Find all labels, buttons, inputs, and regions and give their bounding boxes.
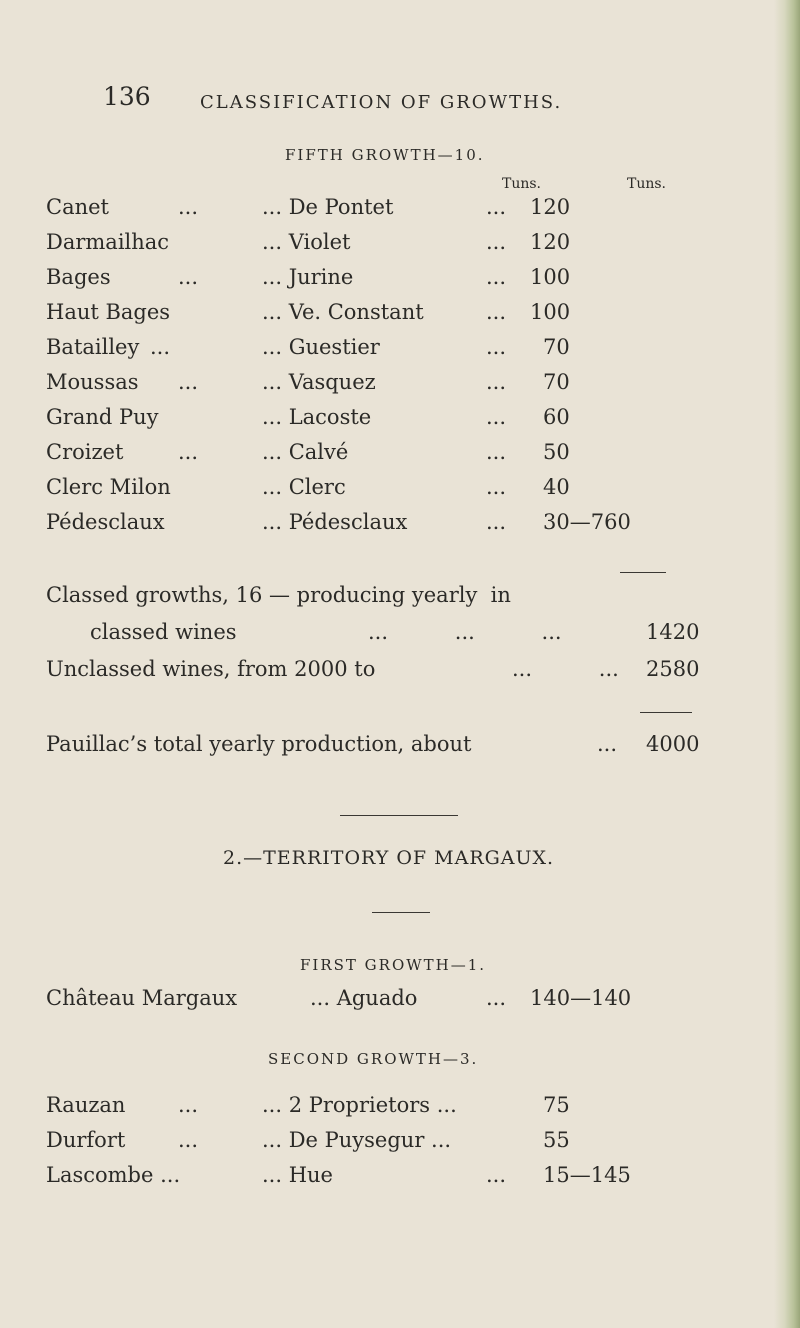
pauillac-total-label: Pauillac’s total yearly production, about [46, 732, 472, 756]
proprietor: ... Calvé [262, 440, 349, 464]
sum-rule [620, 572, 666, 573]
growth-name: Grand Puy [46, 405, 159, 429]
tuns-value: 30—760 [543, 510, 631, 534]
proprietor: ... Vasquez [262, 370, 376, 394]
proprietor: ... Lacoste [262, 405, 372, 429]
leader-dots: ... ... [512, 657, 619, 681]
classed-growths-line: Classed growths, 16 — producing yearly in [46, 583, 511, 607]
leader-dots: ... [486, 1163, 507, 1187]
leader-dots: ... ... ... [368, 620, 562, 644]
tuns-value: 60 [543, 405, 570, 429]
total-rule [640, 712, 692, 713]
section-rule [340, 815, 458, 816]
tuns-value: 70 [543, 335, 570, 359]
leader-dots: ... [486, 230, 507, 254]
unclassed-wines-label: Unclassed wines, from 2000 to [46, 657, 376, 681]
leader-dots: ... [486, 986, 507, 1010]
proprietor: ... Hue [262, 1163, 333, 1187]
growth-name: Darmailhac [46, 230, 170, 254]
tuns-column-label: Tuns. [502, 176, 542, 192]
first-growth-heading: FIRST GROWTH—1. [300, 956, 487, 974]
proprietor: ... Clerc [262, 475, 346, 499]
tuns-value: 75 [543, 1093, 570, 1117]
leader-dots: ... [178, 265, 199, 289]
growth-name: Château Margaux [46, 986, 238, 1010]
tuns-value: 120 [530, 195, 571, 219]
tuns-value: 70 [543, 370, 570, 394]
growth-name: Croizet [46, 440, 124, 464]
proprietor: ... De Puysegur ... [262, 1128, 452, 1152]
page-edge [774, 0, 800, 1328]
tuns-value: 50 [543, 440, 570, 464]
tuns-value: 120 [530, 230, 571, 254]
growth-name: Rauzan [46, 1093, 126, 1117]
leader-dots: ... [486, 510, 507, 534]
tuns-value: 40 [543, 475, 570, 499]
proprietor: ... Guestier [262, 335, 380, 359]
tuns-value: 55 [543, 1128, 570, 1152]
proprietor: ... Pédesclaux [262, 510, 408, 534]
proprietor: ... De Pontet [262, 195, 394, 219]
growth-name: Haut Bages [46, 300, 171, 324]
pauillac-total-value: 4000 [646, 732, 700, 756]
proprietor: ... Aguado [310, 986, 418, 1010]
margaux-section-heading: 2.—TERRITORY OF MARGAUX. [223, 847, 555, 869]
growth-name: Moussas [46, 370, 139, 394]
leader-dots: ... [178, 195, 199, 219]
leader-dots: ... [486, 475, 507, 499]
tuns-value: 15—145 [543, 1163, 631, 1187]
proprietor: ... Violet [262, 230, 351, 254]
proprietor: ... Jurine [262, 265, 354, 289]
growth-name: Batailley [46, 335, 140, 359]
leader-dots: ... [486, 440, 507, 464]
leader-dots: ... [597, 732, 618, 756]
tuns-value: 140—140 [530, 986, 632, 1010]
classed-wines-value: 1420 [646, 620, 700, 644]
tuns-value: 100 [530, 265, 571, 289]
leader-dots: ... [178, 370, 199, 394]
leader-dots: ... [486, 300, 507, 324]
leader-dots: ... [150, 335, 171, 359]
section-rule [372, 912, 430, 913]
leader-dots: ... [178, 1093, 199, 1117]
leader-dots: ... [486, 335, 507, 359]
proprietor: ... Ve. Constant [262, 300, 424, 324]
second-growth-heading: SECOND GROWTH—3. [268, 1050, 479, 1068]
classed-wines-label: classed wines [90, 620, 237, 644]
page-number: 136 [103, 82, 151, 111]
leader-dots: ... [178, 440, 199, 464]
leader-dots: ... [486, 265, 507, 289]
unclassed-wines-value: 2580 [646, 657, 700, 681]
growth-name: Clerc Milon [46, 475, 171, 499]
leader-dots: ... [486, 405, 507, 429]
leader-dots: ... [486, 195, 507, 219]
leader-dots: ... [486, 370, 507, 394]
growth-name: Pédesclaux [46, 510, 165, 534]
fifth-growth-heading: FIFTH GROWTH—10. [285, 146, 485, 164]
running-title: CLASSIFICATION OF GROWTHS. [200, 92, 563, 113]
proprietor: ... 2 Proprietors ... [262, 1093, 457, 1117]
growth-name: Bages [46, 265, 111, 289]
tuns-value: 100 [530, 300, 571, 324]
growth-name: Lascombe ... [46, 1163, 181, 1187]
growth-name: Canet [46, 195, 109, 219]
total-tuns-column-label: Tuns. [627, 176, 667, 192]
leader-dots: ... [178, 1128, 199, 1152]
growth-name: Durfort [46, 1128, 126, 1152]
